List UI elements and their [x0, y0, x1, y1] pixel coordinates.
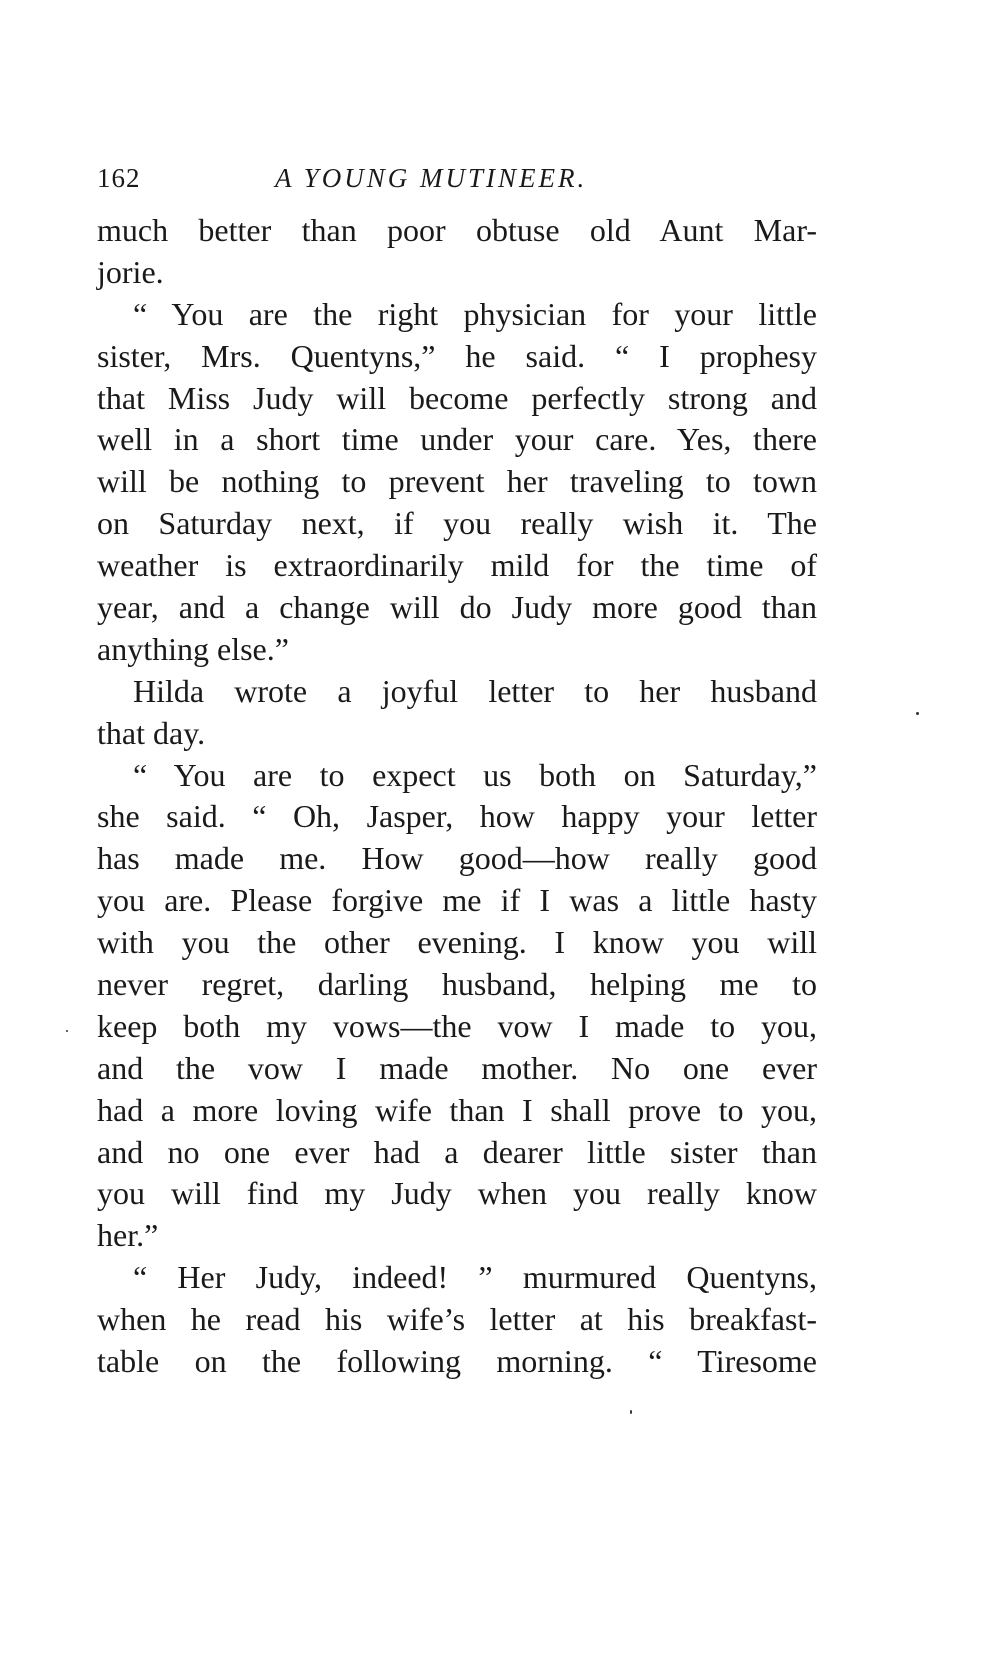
text-line: anything else.”	[97, 630, 289, 667]
text-line: table on the following morning. “ Tiresome	[97, 1343, 817, 1380]
text-line: with you the other evening. I know you will	[97, 924, 817, 961]
text-line: and no one ever had a dearer little sister than	[97, 1133, 817, 1170]
text-line: that Miss Judy will become perfectly strong and	[97, 379, 817, 416]
text-line: her.”	[97, 1217, 159, 1254]
text-line: will be nothing to prevent her traveling to town	[97, 463, 817, 500]
text-line: “ You are to expect us both on Saturday,”	[133, 756, 817, 793]
text-line: “ Her Judy, indeed! ” murmured Quentyns,	[133, 1259, 817, 1296]
text-line: on Saturday next, if you really wish it. The	[97, 505, 817, 542]
text-line: that day.	[97, 714, 206, 751]
text-line: “ You are the right physician for your little	[133, 295, 817, 332]
text-line: weather is extraordinarily mild for the time of	[97, 547, 817, 584]
text-line: sister, Mrs. Quentyns,” he said. “ I prophesy	[97, 337, 817, 374]
running-head	[97, 158, 817, 198]
body-text	[97, 210, 817, 1383]
text-line: year, and a change will do Judy more good than	[97, 589, 817, 626]
text-line: she said. “ Oh, Jasper, how happy your letter	[97, 798, 817, 835]
scan-speck	[66, 1030, 68, 1032]
running-title: A YOUNG MUTINEER.	[275, 163, 588, 193]
text-line: you are. Please forgive me if I was a little hasty	[97, 882, 817, 919]
text-line: and the vow I made mother. No one ever	[97, 1049, 817, 1086]
text-line: jorie.	[97, 253, 164, 290]
text-line: you will find my Judy when you really know	[97, 1175, 817, 1212]
text-line: much better than poor obtuse old Aunt Mar-	[97, 212, 817, 248]
text-line: when he read his wife’s letter at his breakfast-	[97, 1301, 817, 1338]
text-line: never regret, darling husband, helping me to	[97, 966, 817, 1003]
page-number: 162	[97, 163, 141, 193]
text-line: well in a short time under your care. Yes, there	[97, 421, 817, 458]
scan-speck	[630, 1410, 632, 1414]
text-line: keep both my vows—the vow I made to you,	[97, 1007, 817, 1044]
text-line: Hilda wrote a joyful letter to her husband	[133, 672, 817, 709]
text-line: had a more loving wife than I shall prove to you,	[97, 1091, 817, 1128]
scan-speck	[916, 712, 919, 715]
text-line: has made me. How good—how really good	[97, 840, 817, 877]
